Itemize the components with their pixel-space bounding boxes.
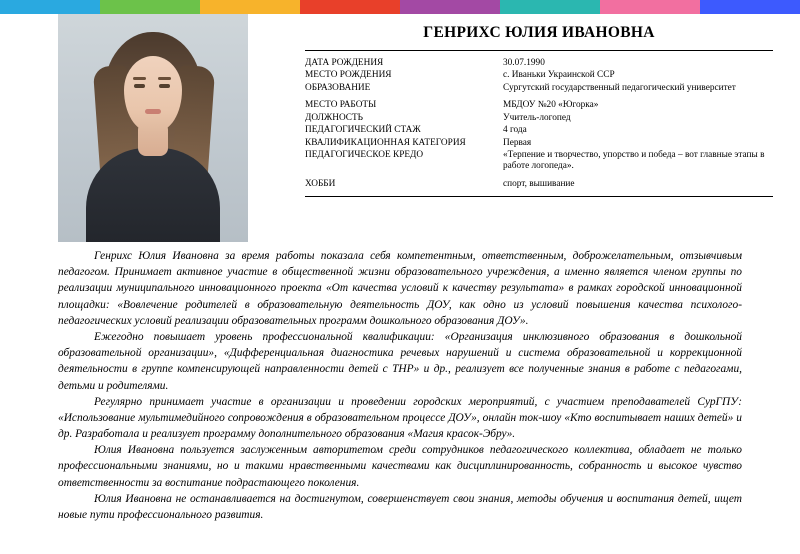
color-bar-segment-5 (400, 0, 500, 14)
fact-value: 30.07.1990 (503, 58, 545, 68)
color-bar-segment-1 (0, 0, 100, 14)
color-bar-segment-6 (500, 0, 600, 14)
table-row (305, 70, 773, 82)
info-card (305, 24, 773, 197)
eye-right (159, 84, 170, 88)
body-text (58, 248, 742, 523)
fact-value: с. Иваньки Украинской ССР (503, 70, 615, 81)
fact-key: ХОББИ (305, 178, 336, 189)
fact-key: ОБРАЗОВАНИЕ (305, 82, 371, 93)
table-row (305, 138, 773, 150)
fact-key: КВАЛИФИКАЦИОННАЯ КАТЕГОРИЯ (305, 137, 466, 148)
table-row (305, 95, 773, 112)
paragraph: Регулярно принимает участие в организации и проведении городских мероприятий, с участием преподавателей СурГПУ: «Использование мультимедийного сопровождения в образовательном процессе ДОУ», онлайн ток-шоу «Кто воспитывает наших детей» и др. Разработала и реализует программу дополнительного образования «Магия красок-Эбру». (58, 395, 742, 441)
face-shape (124, 56, 182, 132)
eyebrow-left (133, 77, 146, 80)
table-row (305, 174, 773, 191)
fact-value: спорт, вышивание (503, 178, 575, 189)
table-row (305, 58, 773, 70)
fact-value: 4 года (503, 125, 527, 136)
paragraph: Юлия Ивановна пользуется заслуженным авторитетом среди сотрудников педагогического коллектива, обладает не только профессиональными знаниями, но и такими нравственными качествами как дисциплинированность, собранность и высокое чувство ответственности за воспитание подрастающего поколения. (58, 444, 742, 489)
paragraph: Ежегодно повышает уровень профессиональной квалификации: «Организация инклюзивного образования в дошкольной образовательной организации», «Дифференциальная диагностика речевых нарушений и система образовательной и коррекционной деятельности в группе компенсирующей направленности детей с ТНР» и др., реализует все полученные знания в работе с педагогами, детьми и родителями. (58, 330, 742, 392)
mouth-shape (145, 109, 161, 114)
color-bar-segment-3 (200, 0, 300, 14)
fact-value: МБДОУ №20 «Югорка» (503, 100, 599, 111)
table-row (305, 113, 773, 125)
fact-key: ДАТА РОЖДЕНИЯ (305, 58, 384, 68)
fact-key: ДОЛЖНОСТЬ (305, 112, 363, 123)
decorative-color-bar (0, 0, 800, 14)
table-row (305, 150, 773, 174)
paragraph: Юлия Ивановна не останавливается на достигнутом, совершенствует свои знания, методы обучения и воспитания детей, ищет новые пути профессионального развития. (58, 492, 742, 521)
color-bar-segment-7 (600, 0, 700, 14)
portrait-photo-image (58, 14, 248, 242)
fact-value: Первая (503, 137, 532, 148)
facts-table (305, 58, 773, 191)
person-name: ГЕНРИХС ЮЛИЯ ИВАНОВНА (423, 24, 655, 41)
color-bar-segment-2 (100, 0, 200, 14)
fact-value: Учитель-логопед (503, 112, 571, 123)
portrait-photo (58, 14, 248, 242)
eyebrow-right (158, 77, 171, 80)
fact-key: ПЕДАГОГИЧЕСКИЙ СТАЖ (305, 125, 421, 136)
table-row (305, 83, 773, 95)
fact-value: Сургутский государственный педагогический университет (503, 82, 736, 93)
fact-value: «Терпение и творчество, упорство и победа – вот главные этапы в работе логопеда». (503, 149, 765, 172)
fact-key: МЕСТО РОЖДЕНИЯ (305, 70, 392, 81)
eye-left (134, 84, 145, 88)
table-row (305, 125, 773, 137)
color-bar-segment-8 (700, 0, 800, 14)
paragraph: Генрихс Юлия Ивановна за время работы показала себя компетентным, ответственным, доброжелательным, отзывчивым педагогом. Принимает активное участие в общественной жизни образовательного учреждения, а именно является членом группы по реализации муниципального инновационного проекта «От качества условий к качеству результата» в рамках городской инновационной площадки: «Вовлечение родителей в образовательную деятельность ДОУ, как одно из условий повышения качества психолого-педагогических условий реализации образовательных программ дошкольного образования ДОУ». (58, 250, 742, 327)
color-bar-segment-4 (300, 0, 400, 14)
divider-top (305, 50, 773, 51)
divider-bottom (305, 196, 773, 197)
fact-key: ПЕДАГОГИЧЕСКОЕ КРЕДО (305, 149, 424, 160)
fact-key: МЕСТО РАБОТЫ (305, 100, 377, 111)
